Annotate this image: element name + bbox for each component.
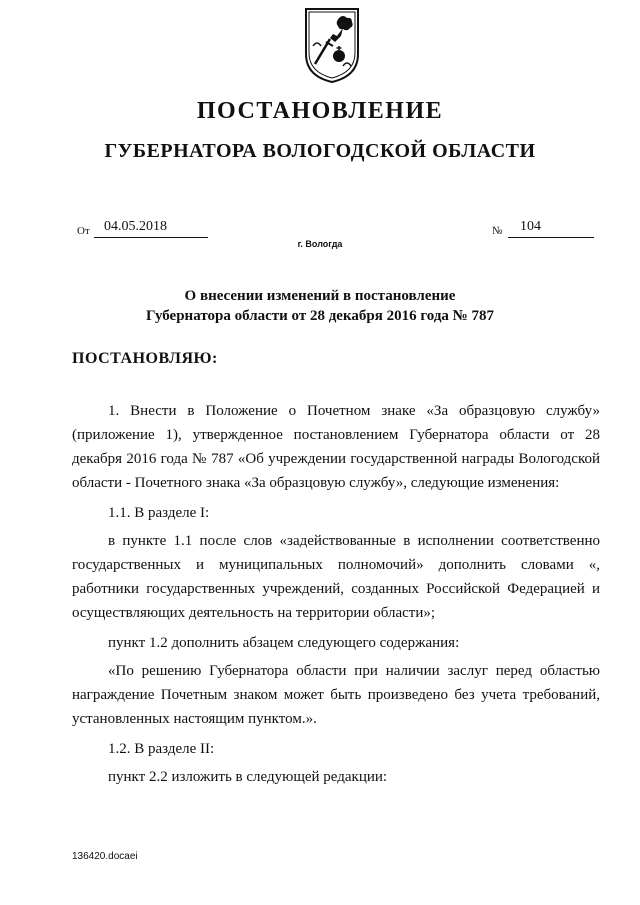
document-title: ПОСТАНОВЛЕНИЕ [196,98,444,124]
paragraph-3: в пункте 1.1 после слов «задействованные в исполнении соответственно государственных и муниципальных полномочий» дополнить словами «, работники государственных учреждений, созданных Российской Федерацией и осуществляющих деятельность на территории области»; [72,533,600,621]
date-value: 04.05.2018 [104,219,167,234]
document-subject [0,286,640,326]
subject-line-1: О внесении изменений в постановление [184,288,456,304]
number-value: 104 [520,219,541,234]
number-label: № [492,225,503,237]
paragraph-4: пункт 1.2 дополнить абзацем следующего содержания: [108,635,460,651]
paragraph-7: пункт 2.2 изложить в следующей редакции: [108,769,388,785]
paragraph-5: «По решению Губернатора области при наличии заслуг перед областью награждение Почетным знаком может быть произведено без учета требований, установленных настоящим пунктом.». [72,663,600,727]
paragraph-6: 1.2. В разделе II: [108,741,215,757]
file-name-footer: 136420.docaei [72,851,138,862]
subject-line-2: Губернатора области от 28 декабря 2016 года № 787 [145,308,494,324]
paragraph-2: 1.1. В разделе I: [108,505,210,521]
paragraph-1: 1. Внести в Положение о Почетном знаке «За образцовую службу» (приложение 1), утвержденное постановлением Губернатора области от 28 декабря 2016 года № 787 «Об учреждении государственной награды Вологодской области - Почетного знака «За образцовую службу», следующие изменения: [72,403,600,491]
decree-word: ПОСТАНОВЛЯЮ: [72,350,218,367]
date-label: От [77,225,90,237]
city-label: г. Вологда [297,239,343,249]
coat-of-arms-emblem [303,6,361,84]
document-subtitle: ГУБЕРНАТОРА ВОЛОГОДСКОЙ ОБЛАСТИ [104,140,536,162]
